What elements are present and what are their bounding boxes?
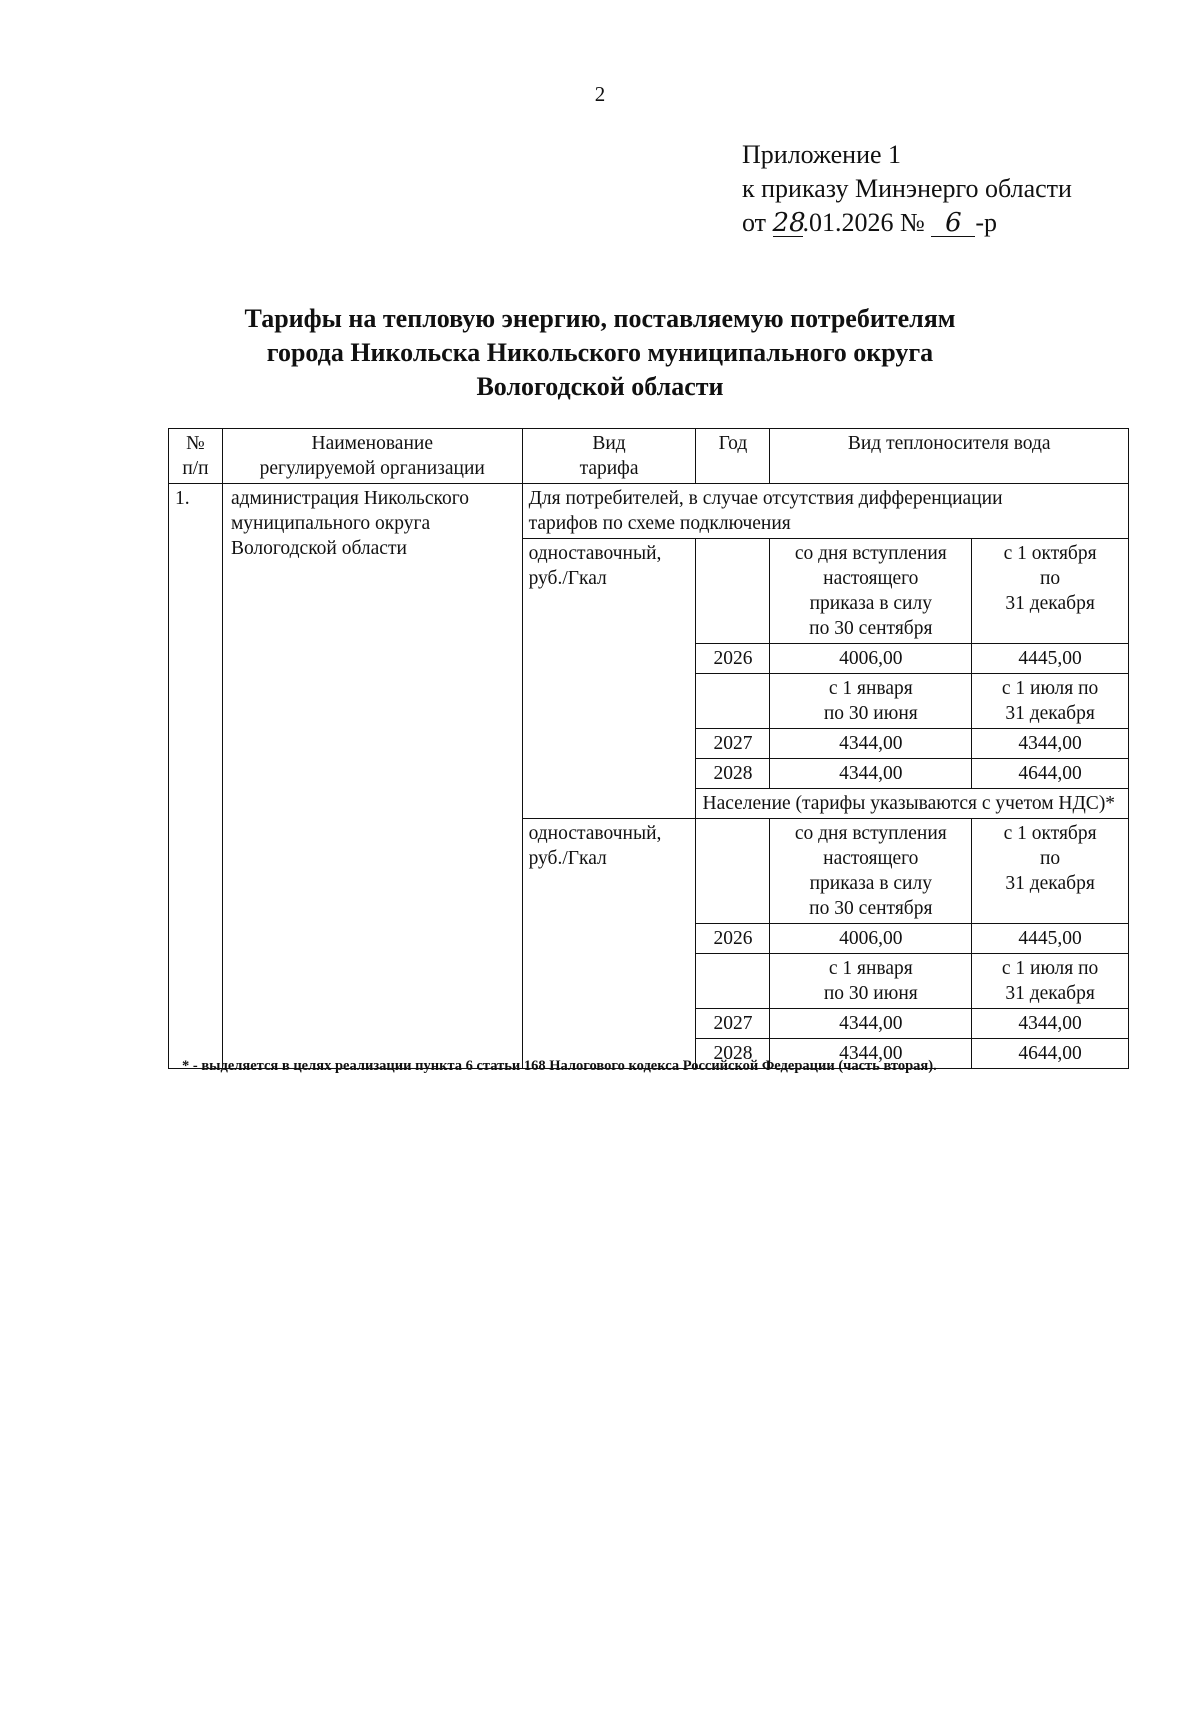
tariff-value: 4006,00 (770, 924, 972, 954)
year-cell: 2027 (696, 729, 770, 759)
tariff-value: 4644,00 (972, 1039, 1129, 1069)
section-heading-population: Население (тарифы указываются с учетом НДС)* (696, 789, 1129, 819)
tariff-value: 4344,00 (972, 1009, 1129, 1039)
title-line-1: Тарифы на тепловую энергию, поставляемую потребителям (244, 304, 956, 333)
page-number: 2 (594, 82, 606, 106)
tariff-value: 4344,00 (770, 1039, 972, 1069)
year-cell: 2026 (696, 924, 770, 954)
order-date-prefix: от (742, 208, 773, 237)
period-cell: с 1 января по 30 июня (770, 674, 972, 729)
document-title (100, 302, 1100, 404)
year-cell (696, 954, 770, 1009)
appendix-line-2: к приказу Минэнерго области (742, 174, 1072, 203)
order-day-handwritten: 28 (772, 208, 806, 238)
order-number-handwritten: 6 (931, 210, 975, 237)
title-line-3: Вологодской области (476, 372, 724, 401)
year-cell: 2028 (696, 759, 770, 789)
tariff-value: 4006,00 (770, 644, 972, 674)
period-cell: с 1 октября по 31 декабря (972, 539, 1129, 644)
tariff-table (168, 428, 1129, 1069)
period-cell: с 1 января по 30 июня (770, 954, 972, 1009)
period-cell: со дня вступления настоящего приказа в силу по 30 сентября (770, 819, 972, 924)
order-date-rest: .01.2026 № (802, 208, 932, 237)
tariff-type-cell: одноставочный, руб./Гкал (522, 539, 696, 819)
section-heading-consumers: Для потребителей, в случае отсутствия дифференциации тарифов по схеме подключения (522, 484, 1128, 539)
header-num: № п/п (169, 429, 223, 484)
order-number-suffix: -р (975, 208, 998, 237)
row-number: 1. (169, 484, 223, 1069)
tariff-value: 4445,00 (972, 644, 1129, 674)
year-cell (696, 539, 770, 644)
header-organization: Наименование регулируемой организации (222, 429, 522, 484)
period-cell: с 1 июля по 31 декабря (972, 674, 1129, 729)
footnote: * - выделяется в целях реализации пункта 6 статьи 168 Налогового кодекса Российской Федерации (часть вторая). (182, 1058, 937, 1074)
tariff-value: 4644,00 (972, 759, 1129, 789)
year-cell: 2027 (696, 1009, 770, 1039)
period-cell: с 1 октября по 31 декабря (972, 819, 1129, 924)
tariff-value: 4445,00 (972, 924, 1129, 954)
header-carrier: Вид теплоносителя вода (770, 429, 1129, 484)
table-row (169, 484, 1129, 539)
title-line-2: города Никольска Никольского муниципального округа (266, 338, 934, 367)
organization-name: администрация Никольского муниципального округа Вологодской области (222, 484, 522, 1069)
year-cell (696, 674, 770, 729)
year-cell: 2028 (696, 1039, 770, 1069)
appendix-line-1: Приложение 1 (742, 140, 902, 169)
year-cell (696, 819, 770, 924)
tariff-value: 4344,00 (770, 759, 972, 789)
tariff-type-cell: одноставочный, руб./Гкал (522, 819, 696, 1069)
appendix-line-3 (742, 206, 1072, 240)
tariff-value: 4344,00 (972, 729, 1129, 759)
header-tariff-type: Вид тарифа (522, 429, 696, 484)
table-header-row (169, 429, 1129, 484)
period-cell: со дня вступления настоящего приказа в силу по 30 сентября (770, 539, 972, 644)
year-cell: 2026 (696, 644, 770, 674)
header-year: Год (696, 429, 770, 484)
tariff-value: 4344,00 (770, 1009, 972, 1039)
appendix-block (742, 138, 1072, 240)
period-cell: с 1 июля по 31 декабря (972, 954, 1129, 1009)
tariff-value: 4344,00 (770, 729, 972, 759)
